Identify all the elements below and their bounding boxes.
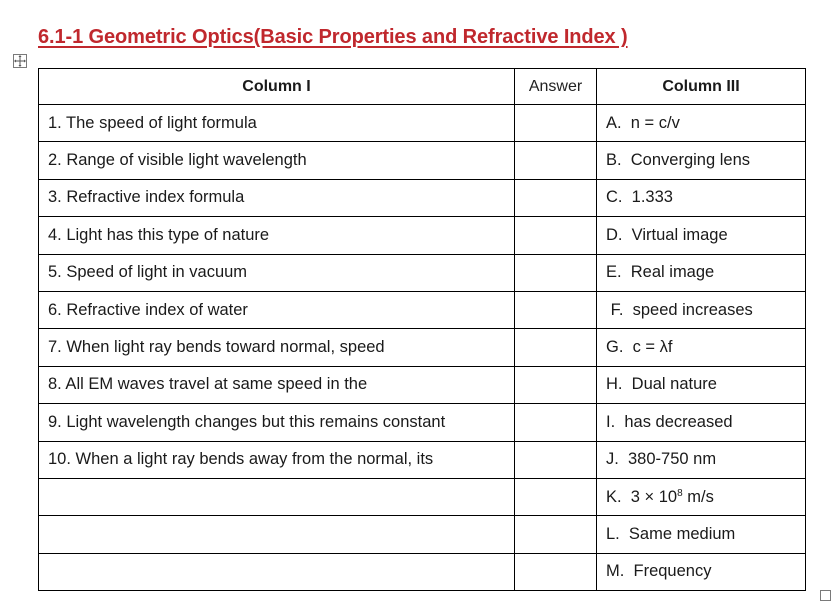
table-row — [39, 142, 806, 179]
column-iii-text: A. n = c/v — [606, 113, 680, 132]
answer-cell[interactable] — [515, 291, 597, 328]
column-iii-text: J. 380-750 nm — [606, 450, 717, 469]
column-iii-cell[interactable] — [597, 179, 806, 216]
table-row — [39, 366, 806, 403]
document-title: 6.1-1 Geometric Optics(Basic Properties and Refractive Index ) — [38, 26, 628, 48]
table-row — [39, 179, 806, 216]
answer-cell[interactable] — [515, 179, 597, 216]
column-i-cell[interactable]: 8. All EM waves travel at same speed in the — [39, 366, 515, 403]
table-row — [39, 217, 806, 254]
table-row — [39, 516, 806, 553]
column-i-cell[interactable] — [39, 478, 515, 515]
answer-cell[interactable] — [515, 142, 597, 179]
column-iii-text: L. Same medium — [606, 524, 736, 543]
answer-cell[interactable] — [515, 254, 597, 291]
table-row — [39, 404, 806, 441]
column-i-cell[interactable] — [39, 553, 515, 590]
table-resize-handle-icon[interactable] — [820, 590, 831, 601]
column-iii-cell[interactable] — [597, 105, 806, 142]
column-iii-cell[interactable] — [597, 553, 806, 590]
column-iii-text: F. speed increases — [606, 300, 753, 319]
answer-cell[interactable] — [515, 441, 597, 478]
column-i-cell[interactable]: 9. Light wavelength changes but this remains constant — [39, 404, 515, 441]
header-column-iii: Column III — [597, 69, 806, 105]
table-row — [39, 291, 806, 328]
answer-cell[interactable] — [515, 478, 597, 515]
column-iii-cell[interactable] — [597, 329, 806, 366]
table-row — [39, 329, 806, 366]
column-i-cell[interactable]: 5. Speed of light in vacuum — [39, 254, 515, 291]
column-i-cell[interactable]: 3. Refractive index formula — [39, 179, 515, 216]
table-move-handle-icon[interactable] — [13, 54, 27, 68]
answer-cell[interactable] — [515, 553, 597, 590]
table-row — [39, 553, 806, 590]
column-iii-text: G. c = λf — [606, 338, 673, 357]
column-iii-cell[interactable] — [597, 478, 806, 515]
column-iii-cell[interactable] — [597, 291, 806, 328]
exponent-text: 8 — [677, 487, 683, 499]
answer-cell[interactable] — [515, 105, 597, 142]
table-row — [39, 105, 806, 142]
column-iii-text: B. Converging lens — [606, 151, 750, 170]
column-iii-text: E. Real image — [606, 263, 715, 282]
column-i-cell[interactable]: 1. The speed of light formula — [39, 105, 515, 142]
answer-cell[interactable] — [515, 329, 597, 366]
table-row — [39, 254, 806, 291]
column-iii-text: C. 1.333 — [606, 188, 673, 207]
column-iii-cell[interactable] — [597, 516, 806, 553]
column-iii-cell[interactable] — [597, 366, 806, 403]
column-iii-cell[interactable] — [597, 254, 806, 291]
header-column-i: Column I — [39, 69, 515, 105]
header-answer: Answer — [515, 69, 597, 105]
matching-table — [38, 68, 806, 591]
column-i-cell[interactable]: 7. When light ray bends toward normal, speed — [39, 329, 515, 366]
answer-cell[interactable] — [515, 404, 597, 441]
column-i-cell[interactable] — [39, 516, 515, 553]
column-iii-text: I. has decreased — [606, 412, 733, 431]
answer-cell[interactable] — [515, 366, 597, 403]
table-row — [39, 441, 806, 478]
column-i-cell[interactable]: 6. Refractive index of water — [39, 291, 515, 328]
unit-text: m/s — [682, 487, 714, 506]
table-header-row — [39, 69, 806, 105]
column-i-cell[interactable]: 2. Range of visible light wavelength — [39, 142, 515, 179]
column-iii-cell[interactable] — [597, 142, 806, 179]
column-iii-text: D. Virtual image — [606, 225, 728, 244]
column-i-cell[interactable]: 4. Light has this type of nature — [39, 217, 515, 254]
column-iii-cell[interactable] — [597, 217, 806, 254]
answer-cell[interactable] — [515, 217, 597, 254]
column-iii-text: H. Dual nature — [606, 375, 717, 394]
column-i-cell[interactable]: 10. When a light ray bends away from the normal, its — [39, 441, 515, 478]
table-row — [39, 478, 806, 515]
column-iii-text: K. 3 × 10 — [606, 487, 678, 506]
column-iii-cell[interactable] — [597, 441, 806, 478]
column-iii-cell[interactable] — [597, 404, 806, 441]
column-iii-text: M. Frequency — [606, 562, 712, 581]
answer-cell[interactable] — [515, 516, 597, 553]
